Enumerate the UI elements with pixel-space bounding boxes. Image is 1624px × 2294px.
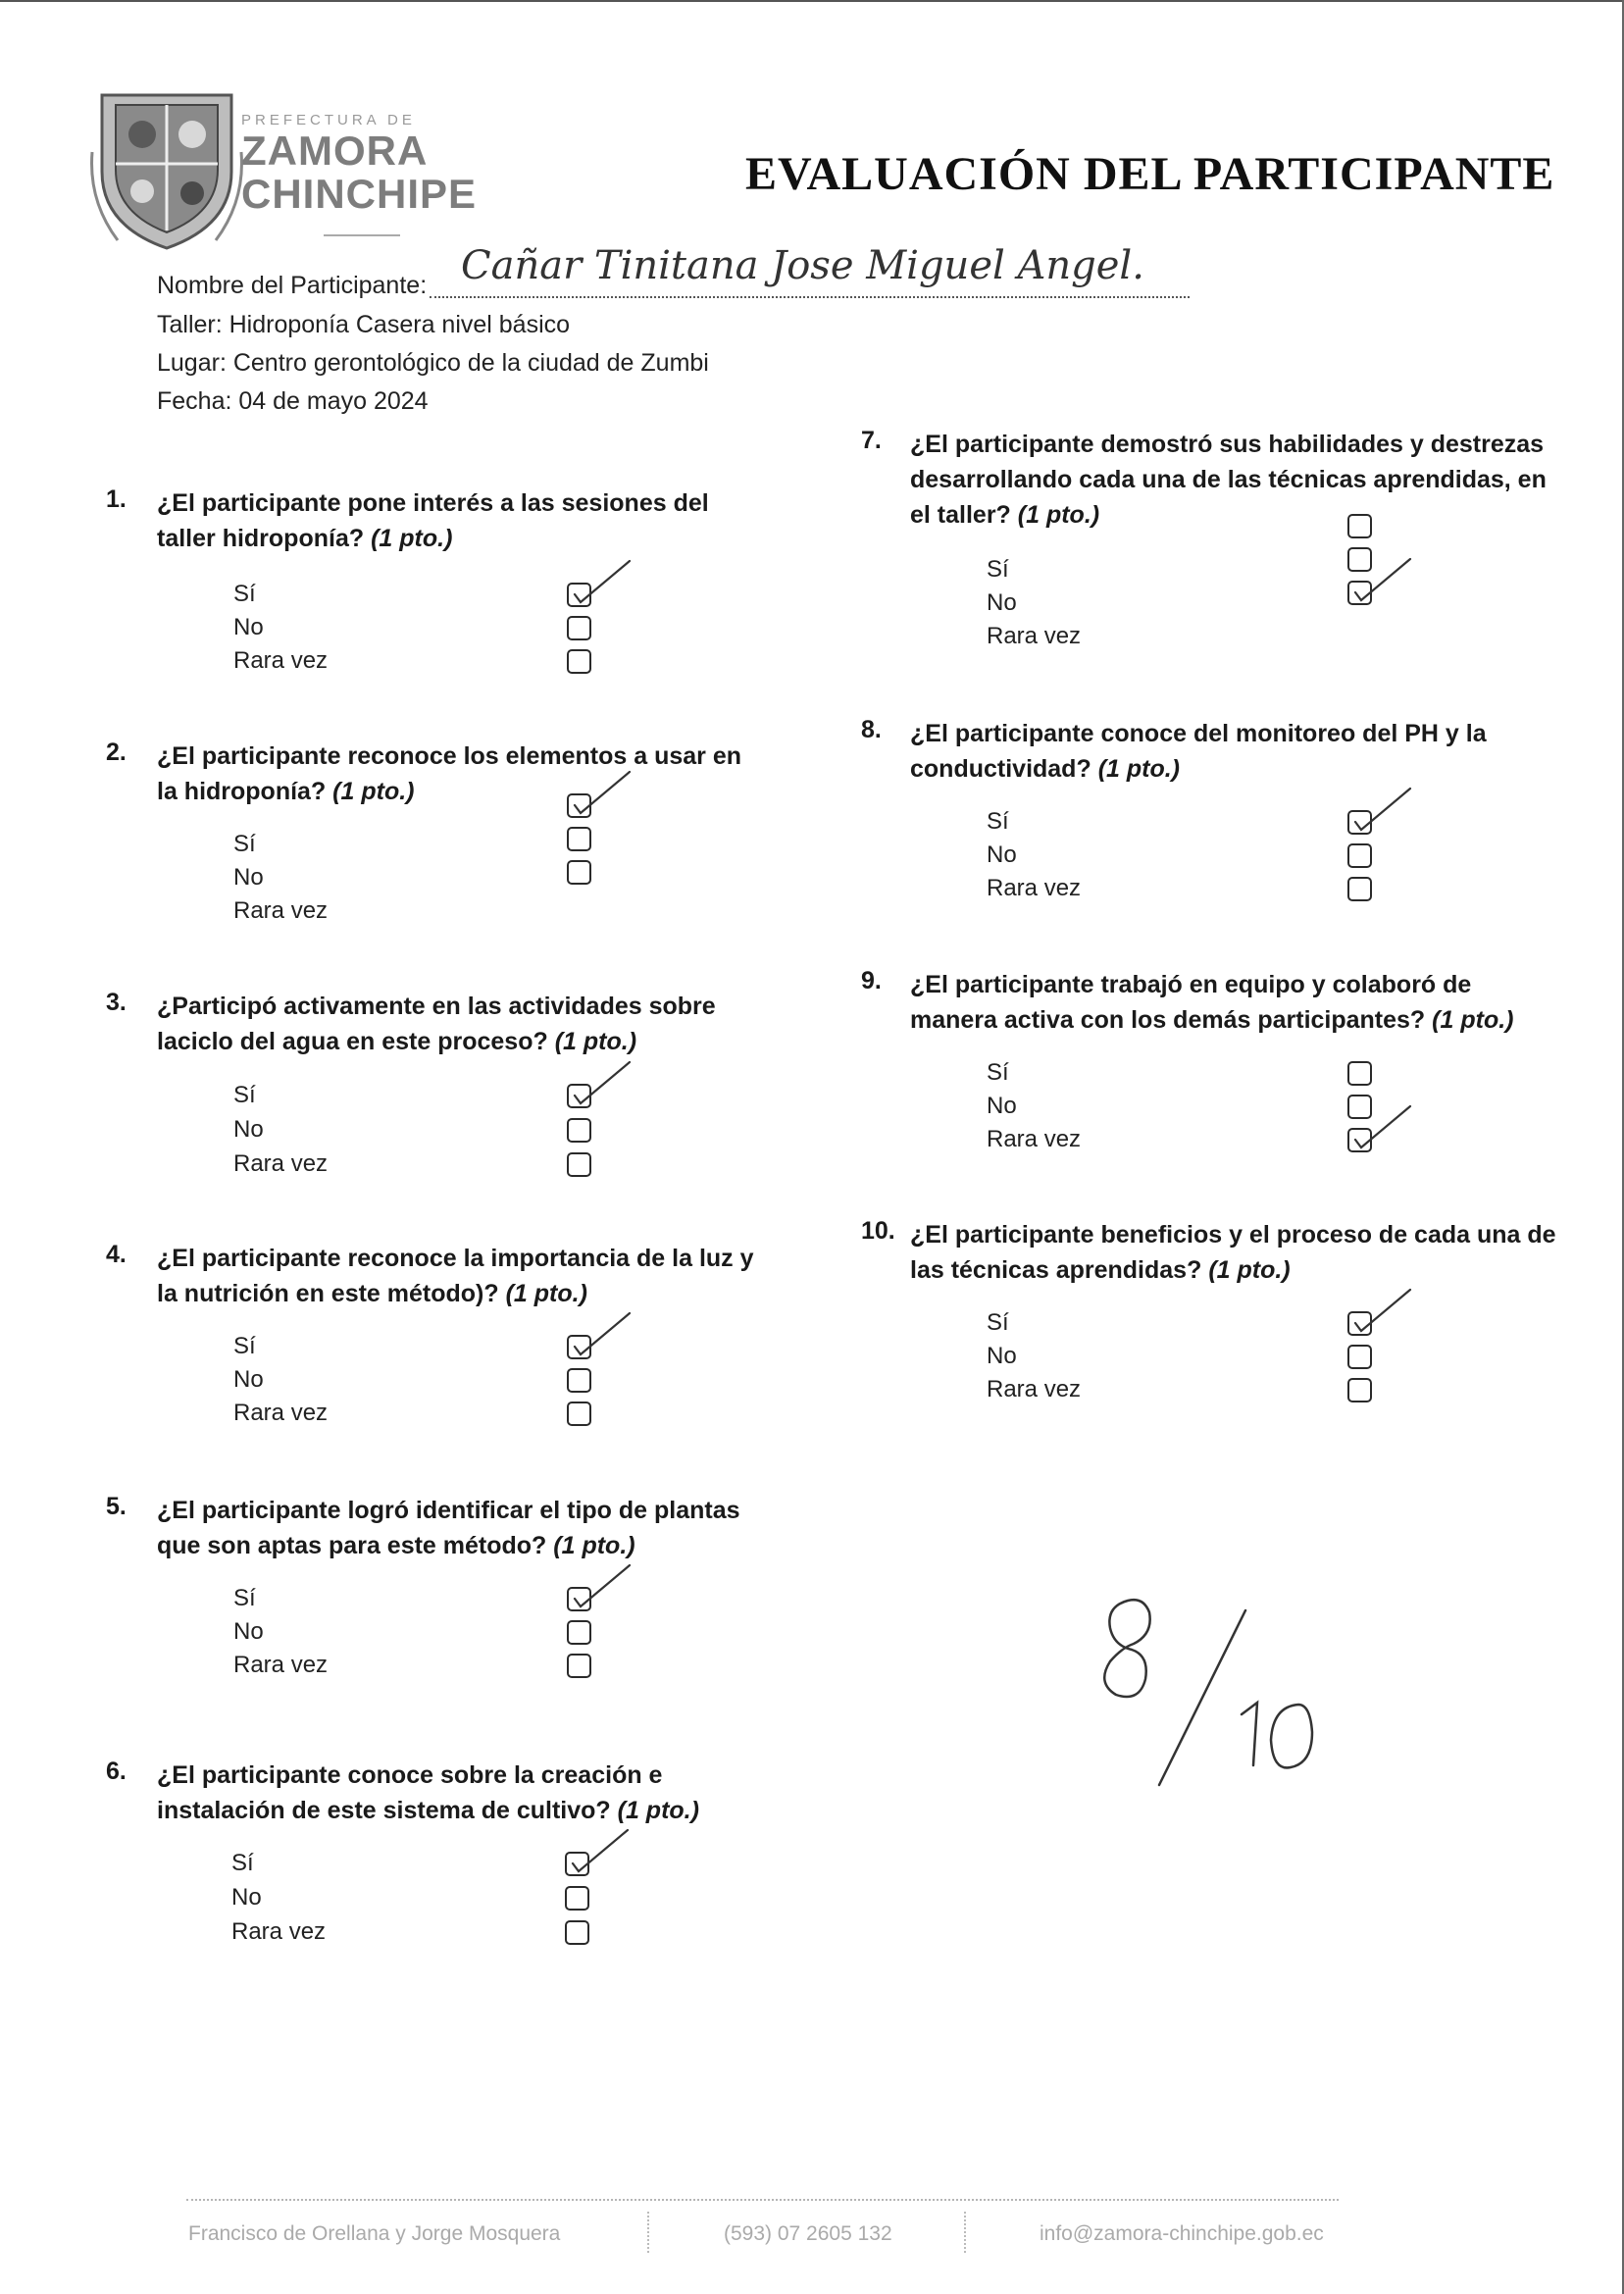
option-checkbox[interactable] — [1347, 843, 1372, 868]
check-mark-icon — [1349, 1100, 1418, 1154]
option-label: No — [987, 841, 1017, 868]
option-label: No — [987, 1343, 1017, 1369]
question-text-line — [157, 1528, 635, 1563]
question-text: que son aptas para este método? — [157, 1532, 547, 1559]
question-text-line: ¿Participó activamente en las actividades sobre — [157, 993, 716, 1020]
question-text-line: ¿El participante reconoce la importancia de la luz y — [157, 1245, 754, 1272]
question-number: 5. — [106, 1493, 127, 1520]
option-label: Sí — [987, 1059, 1009, 1086]
check-mark-icon — [569, 1307, 637, 1361]
option-label: Rara vez — [233, 1652, 329, 1678]
date-line: Fecha: 04 de mayo 2024 — [157, 387, 429, 415]
option-label: Sí — [231, 1850, 254, 1876]
question-text-line — [157, 521, 452, 556]
option-label: Sí — [233, 581, 256, 607]
option-label: No — [987, 589, 1017, 616]
question-text-line: ¿El participante pone interés a las sesiones del — [157, 489, 709, 517]
question-number: 6. — [106, 1758, 127, 1785]
question-text: las técnicas aprendidas? — [910, 1256, 1202, 1284]
check-mark-icon — [569, 555, 637, 609]
question-text: la hidroponía? — [157, 778, 327, 805]
option-label: Sí — [233, 831, 256, 857]
option-label: Rara vez — [233, 897, 329, 924]
page-title: EVALUACIÓN DEL PARTICIPANTE — [745, 148, 1555, 200]
option-label: Rara vez — [987, 1126, 1082, 1152]
question-number: 10. — [861, 1217, 895, 1245]
question-text-line — [157, 1793, 699, 1828]
option-label: Sí — [987, 1309, 1009, 1336]
option-label: Sí — [233, 1082, 256, 1108]
question-points: (1 pto.) — [554, 1028, 637, 1055]
footer-separator — [647, 2212, 649, 2253]
option-checkbox[interactable] — [565, 1920, 589, 1945]
option-label: No — [233, 614, 264, 640]
footer-email: info@zamora-chinchipe.gob.ec — [1040, 2222, 1324, 2245]
option-checkbox[interactable] — [567, 860, 591, 885]
question-text-line — [157, 774, 415, 809]
option-checkbox[interactable] — [567, 1118, 591, 1143]
question-text: el taller? — [910, 501, 1011, 529]
check-mark-icon — [1349, 553, 1418, 607]
question-text-line — [157, 1024, 636, 1059]
option-label: Sí — [233, 1585, 256, 1611]
question-points: (1 pto.) — [332, 778, 415, 805]
option-checkbox[interactable] — [565, 1886, 589, 1911]
coat-of-arms-icon — [92, 95, 242, 248]
option-label: Rara vez — [231, 1918, 327, 1945]
question-points: (1 pto.) — [1432, 1006, 1514, 1034]
question-number: 7. — [861, 427, 882, 454]
question-text-line: ¿El participante beneficios y el proceso de cada una de — [910, 1221, 1556, 1249]
option-checkbox[interactable] — [567, 1152, 591, 1177]
question-points: (1 pto.) — [1017, 501, 1100, 529]
option-checkbox[interactable] — [567, 1654, 591, 1678]
check-mark-icon — [1349, 783, 1418, 837]
option-checkbox[interactable] — [567, 1368, 591, 1393]
option-checkbox[interactable] — [567, 1620, 591, 1645]
question-text: laciclo del agua en este proceso? — [157, 1028, 548, 1055]
option-label: No — [233, 1366, 264, 1393]
footer-phone: (593) 07 2605 132 — [724, 2222, 892, 2245]
question-text-line — [157, 1276, 587, 1311]
option-label: Rara vez — [987, 623, 1082, 649]
option-checkbox[interactable] — [1347, 1345, 1372, 1369]
question-text-line: ¿El participante logró identificar el tipo de plantas — [157, 1497, 740, 1524]
question-text-line: ¿El participante conoce del monitoreo del PH y la — [910, 720, 1487, 747]
question-text-line — [910, 1252, 1291, 1288]
question-points: (1 pto.) — [617, 1797, 699, 1824]
option-checkbox[interactable] — [567, 616, 591, 640]
question-number: 8. — [861, 716, 882, 743]
check-mark-icon — [569, 766, 637, 820]
question-number: 3. — [106, 989, 127, 1016]
question-text-line — [910, 1002, 1514, 1038]
question-number: 1. — [106, 485, 127, 513]
option-label: No — [987, 1093, 1017, 1119]
option-label: Sí — [987, 556, 1009, 583]
question-points: (1 pto.) — [505, 1280, 587, 1307]
option-label: Rara vez — [233, 1400, 329, 1426]
option-label: Rara vez — [987, 875, 1082, 901]
option-label: No — [233, 1618, 264, 1645]
option-checkbox[interactable] — [1347, 1061, 1372, 1086]
option-label: No — [233, 1116, 264, 1143]
question-text-line — [910, 497, 1099, 533]
check-mark-icon — [1349, 1284, 1418, 1338]
workshop-line: Taller: Hidroponía Casera nivel básico — [157, 311, 571, 338]
option-checkbox[interactable] — [1347, 1378, 1372, 1402]
question-text: la nutrición en este método)? — [157, 1280, 499, 1307]
question-text: instalación de este sistema de cultivo? — [157, 1797, 611, 1824]
option-label: No — [233, 864, 264, 891]
question-number: 9. — [861, 967, 882, 994]
question-text: taller hidroponía? — [157, 525, 365, 552]
participant-name-line — [430, 296, 1190, 298]
option-label: No — [231, 1884, 262, 1911]
question-points: (1 pto.) — [371, 525, 453, 552]
question-points: (1 pto.) — [1097, 755, 1181, 783]
option-checkbox[interactable] — [1347, 877, 1372, 901]
question-points: (1 pto.) — [553, 1532, 635, 1559]
question-text: conductividad? — [910, 755, 1091, 783]
option-checkbox[interactable] — [567, 649, 591, 674]
place-line: Lugar: Centro gerontológico de la ciudad de Zumbi — [157, 349, 709, 377]
question-number: 2. — [106, 739, 127, 766]
question-text-line: ¿El participante conoce sobre la creación e — [157, 1761, 663, 1789]
footer-divider — [186, 2199, 1339, 2201]
logo-prefix: PREFECTURA DE — [241, 112, 416, 128]
logo-line-1: ZAMORA — [241, 127, 429, 174]
option-label: Sí — [987, 808, 1009, 835]
check-mark-icon — [567, 1824, 635, 1878]
footer-separator — [964, 2212, 966, 2253]
question-points: (1 pto.) — [1208, 1256, 1291, 1284]
question-text-line: ¿El participante demostró sus habilidades y destrezas — [910, 431, 1545, 458]
option-checkbox[interactable] — [567, 827, 591, 851]
footer-address: Francisco de Orellana y Jorge Mosquera — [188, 2222, 561, 2245]
option-label: Rara vez — [233, 647, 329, 674]
option-label: Rara vez — [987, 1376, 1082, 1402]
question-text-line: desarrollando cada una de las técnicas aprendidas, en — [910, 466, 1547, 493]
question-text-line: ¿El participante trabajó en equipo y colaboró de — [910, 971, 1472, 998]
scan-border-top — [0, 0, 1624, 2]
question-number: 4. — [106, 1241, 127, 1268]
option-label: Rara vez — [233, 1150, 329, 1177]
option-checkbox[interactable] — [1347, 514, 1372, 538]
option-checkbox[interactable] — [567, 1402, 591, 1426]
option-label: Sí — [233, 1333, 256, 1359]
logo-line-2: CHINCHIPE — [241, 171, 478, 217]
question-text: manera activa con los demás participantes? — [910, 1006, 1426, 1034]
question-text-line — [910, 751, 1180, 787]
participant-name-handwritten: Cañar Tinitana Jose Miguel Angel. — [461, 243, 1144, 288]
check-mark-icon — [569, 1056, 637, 1110]
participant-label: Nombre del Participante: — [157, 272, 428, 299]
handwritten-score — [1089, 1589, 1344, 1805]
check-mark-icon — [569, 1559, 637, 1613]
question-text-line: ¿El participante reconoce los elementos a usar en — [157, 742, 742, 770]
